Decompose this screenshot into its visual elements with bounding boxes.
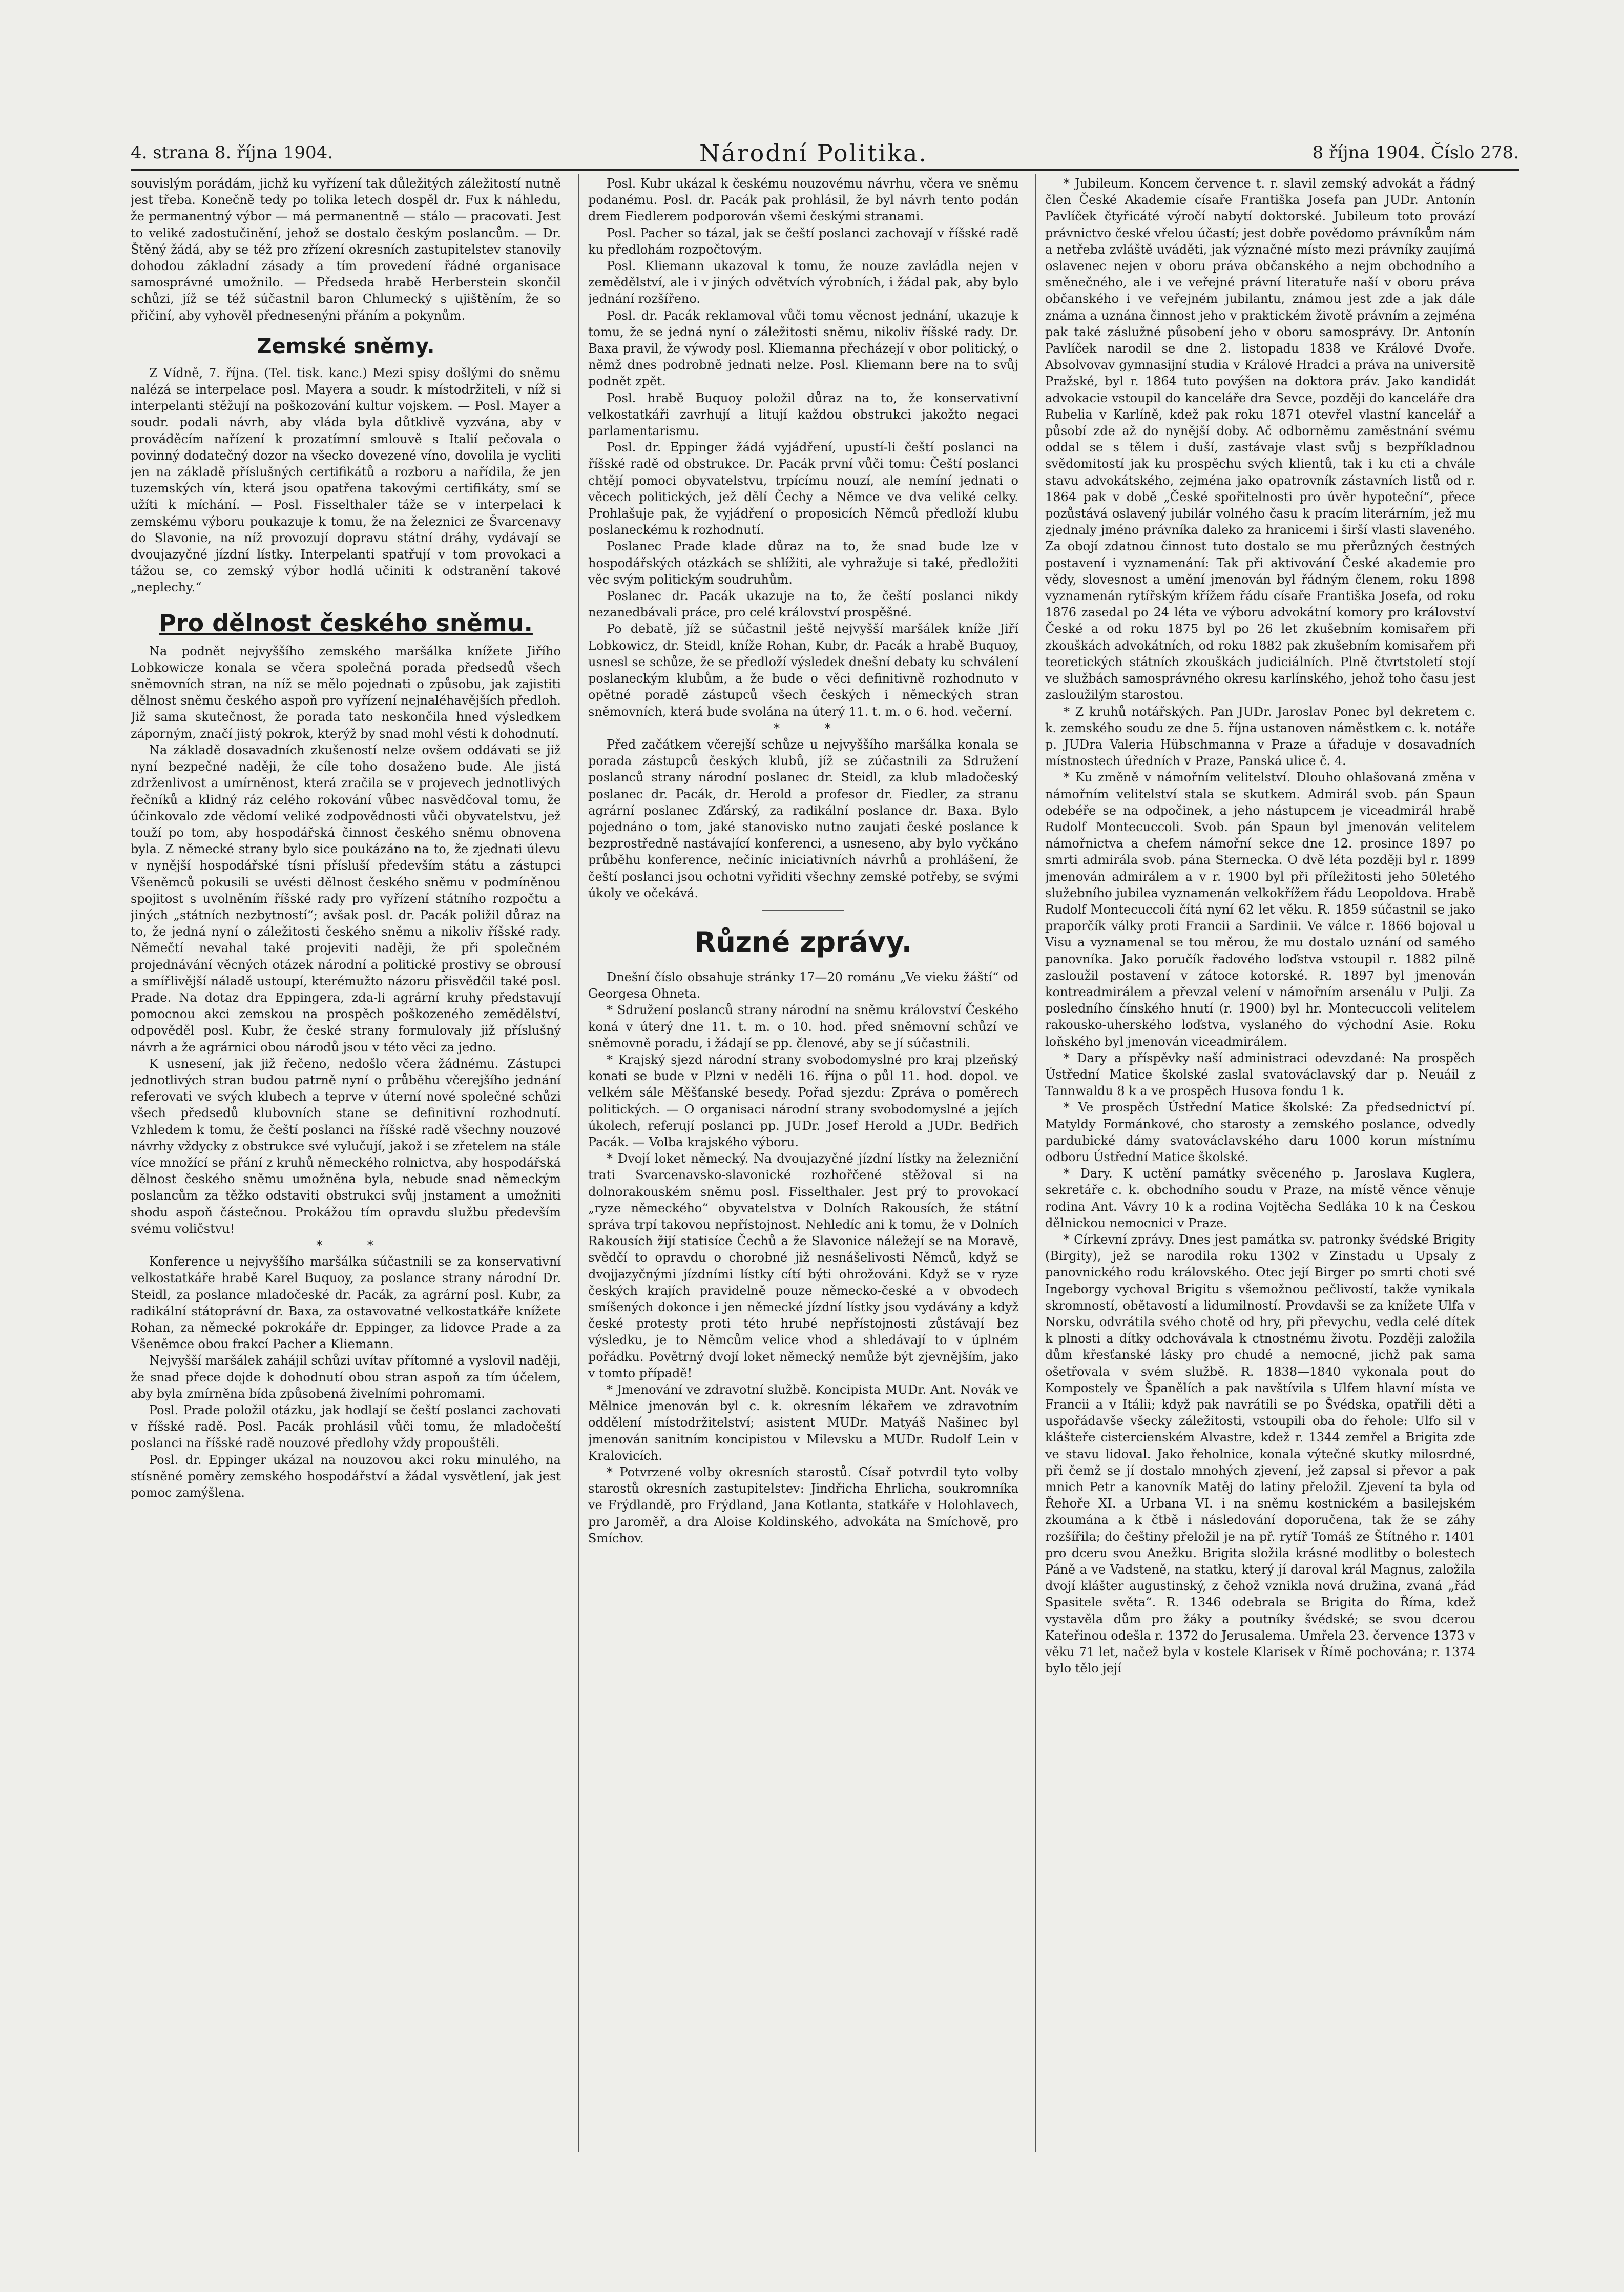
column-3 (1045, 175, 1475, 2153)
paragraph: * Dvojí loket německý. Na dvoujazyčné jízdní lístky na železniční trati Svarcenavsko-slavonické rozhořčené stěžoval si na dolnorakouském sněmu posl. Fisselthaler. Jest prý to provokací „ryze německého“ obyvatelstva v Dolních Rakousích, že státní správa trpí takovou nepřístojnost. Nehledíc ani k tomu, že v Dolních Rakousích žijí statisíce Čechů a že Slavonice náležejí se na Moravě, svědčí to opravdu o chorobné již nesnášelivosti Němců, když se dvojjazyčnými jízdními lístky cítí býti ohrožováni. Když se v ryze českých krajích pravidelně pouze německo-české a v obvodech smíšených dokonce i jen německé jízdní lístky jsou vydávány a když české protesty proti této hrubé nepřístojnosti zůstávají bez výsledku, je to Němcům velice vhod a shledávají to v úplném pořádku. Povětrný dvojí loket německý nemůže být zjevnějším, jako v tomto případě! (588, 1151, 1018, 1380)
paragraph: Z Vídně, 7. října. (Tel. tisk. kanc.) Mezi spisy došlými do sněmu nalézá se interpelace posl. Mayera a soudr. k místodržiteli, v níž si interpelanti stěžují na poškozování kultur vojskem. — Posl. Mayer a soudr. podali návrh, aby vláda byla důtklivě vyzvána, aby v prováděcím nařízení k prozatímní smlouvě s Italií pečovala o povinný dodatečný dozor na všecko dovezené víno, dovolila je vycliti jen na základě příslušných certifikátů a rozboru a nařídila, že jen tuzemských vín, která jsou opatřena takovými certifikáty, smí se užíti k míchání. — Posl. Fisselthaler táže se v interpelaci k zemskému výboru poukazuje k tomu, že na železnici ze Švarcenavy do Slavonie, na níž provozují dopravu státní dráhy, vydávají se dvoujazyčné jízdní lístky. Interpelanti spatřují v tom provokaci a tážou se, co zemský výbor hodlá učiniti k odstranění takové „neplechy.“ (131, 365, 561, 595)
header-rule (131, 169, 1519, 171)
separator-stars: * * (774, 720, 851, 735)
header-right: 8 října 1904. Číslo 278. (1312, 142, 1519, 163)
paragraph: * Jubileum. Koncem července t. r. slavil zemský advokát a řádný člen České Akademie císaře Františka Josefa pan JUDr. Antonín Pavlíček čtyřicáté výročí nabytí doktorské. Jubileum toto provází právnictvo české vřelou účastí; jest dobře povědomo právníkům nám a netřeba zvláště uváděti, jak význačné místo mezi právníky zaujímá oslavenec nejen v oboru práva občanského a nejm obchodního a směnečného, ale i ve veřejné právní literatuře naší v oboru práva občanského i ve veřejném jubilantu, známou jest zde a jak dále známa a uznána činnost jeho v praktickém životě právním a zejména pak také záslužné působení jeho v oboru samosprávy. Dr. Antonín Pavlíček narodil se dne 2. listopadu 1838 ve Králové Dvoře. Absolvovav gymnasijní studia v Králové Hradci a práva na universitě Pražské, byl r. 1864 tuto povýšen na doktora práv. Jako kandidát advokacie vstoupil do kanceláře dra Sevce, později do kanceláře dra Rubelia v Karlíně, kdež pak roku 1871 otevřel vlastní kancelář a působí zde až do nynější doby. Ač odborněmu zaměstnání svému oddal se s tělem i duší, zastávaje vlast svůj s bezpříkladnou svědomitostí jak ku prospěchu svých klientů, tak i ku cti a chvále stavu advokátského, zejména jako opatrovník zástavních listů od r. 1864 pak v době „České spořitelnosti pro úvěr hypoteční“, přece pozůstává oslavený jubilár volného času k pracím literárním, jež mu zjednaly jméno právníka daleko za hranicemi i širší vlasti slaveného. Za obojí zdatnou činnost tuto dostalo se mu přerůzných čestných postavení i vyznamenání: Tak při aktivování České akademie pro vědy, slovesnost a umění jmenován byl řádným členem, roku 1898 vyznamenán rytířským křížem řádu císaře Františka Josefa, od roku 1876 zasedal po 24 léta ve výboru advokátní komory pro království České a od roku 1875 byl po 26 let zkušebním komisařem při zkouškách advokátních, od roku 1882 pak zkušebním komisařem při teoretických státních zkouškách judiciálních. Plně čtvrtstoletí stojí ve službách samosprávného okresu karlínského, jehož toho času jest zasloužilým starostou. (1045, 176, 1475, 703)
paragraph: Posl. Pacher so tázal, jak se čeští poslanci zachovají v říšské radě ku předlohám rozpočtovým. (588, 225, 1018, 257)
paragraph: Na podnět nejvyššího zemského maršálka knížete Jiřího Lobkowicze konala se včera společná porada předsedů všech sněmovních stran, na níž se mělo pojednati o způsobu, jak zajistiti dělnost sněmu českého aspoň pro vyřízení nejnaléhavějších předloh. Již sama skutečnost, že porada tato neskončila hned výsledkem záporným, značí jistý pokrok, kterýž by snad mohl vésti k dohodnutí. (131, 644, 561, 741)
paragraph: K usnesení, jak již řečeno, nedošlo včera žádnému. Zástupci jednotlivých stran budou patrně nyní o průběhu včerejšího jednání referovati ve svých klubech a teprve v úterní nové společné schůzi všech předsedů klubovních stane se definitivní rozhodnutí. Vzhledem k tomu, že čeští poslanci na říšské radě všechny nouzové návrhy vždycky z obstrukce své vylučují, jakož i se zřetelem na stále více množící se přání z kruhů německého rolnictva, aby hospodářská dělnost českého sněmu umožněna byla, nebude snad německým poslancům za těžko odstaviti obstrukci svůj jnstament a umožniti shodu aspoň částečnou. Prokážou tím opravdu službu především svému voličstvu! (131, 1056, 561, 1236)
paragraph: Posl. Kubr ukázal k českému nouzovému návrhu, včera ve sněmu podanému. Posl. dr. Pacák pak prohlásil, že byl návrh tento podán drem Fiedlerem podporován všemi českými stranami. (588, 176, 1018, 224)
paragraph: souvislým porádám, jichž ku vyřízení tak důležitých záležitostí nutně jest třeba. Konečně tedy po tolika letech dospěl dr. Fux k náhledu, že permanentný výbor — má permanentně — stálo — pracovati. Jest to veliké zadostučinění, jehož se dostalo českým poslancům. — Dr. Štěný žádá, aby se též pro zřízení okresních zastupitelstev stanovily dohodou základní zásady a tím provedení řádné organisace samosprávné umožnilo. — Předseda hrabě Herberstein skončil schůzi, jíž se též súčastnil baron Chlumecký s ujištěním, že so přičiní, aby vyhověl přednesenýni přáním a pokynům. (131, 176, 561, 323)
page-header (131, 139, 1519, 170)
paragraph: * Dary. K uctění památky svěceného p. Jaroslava Kuglera, sekretáře c. k. obchodního soudu v Praze, na místě věnce věnuje rodina Ant. Vávry 10 k a rodina Vojtěcha Sedláka 10 k na Českou dělnickou nemocnici v Praze. (1045, 1166, 1475, 1230)
paragraph: * Ku změně v námořním velitelství. Dlouho ohlašovaná změna v námořním velitelství stala se skutkem. Admirál svob. pán Spaun odebéře se na odpočinek, a jeho nástupcem je viceadmirál hrabě Rudolf Montecuccoli. Svob. pán Spaun byl jmenován velitelem námořnictva a chefem námořní sekce dne 12. prosince 1897 po smrti admirála svob. pána Sterneckа. O dvě léta později byl r. 1899 jmenován admirálem a v r. 1900 byl při příležitosti jeho 50letého služebního jubilea vyznamenán velkokřížem řádu Leopoldova. Hrabě Rudolf Montecuccoli čítá nyní 62 let věku. R. 1859 súčastnil se jako praporčík války proti Francii a Sardinii. Ve válce r. 1866 bojoval u Visu a vyznamenal se tou měrou, že mu dostalo uznání od samého panovníka. Jako poručík řadového loďstva vstoupil r. 1882 pilně zasloužil postavení v zátoce kotorské. R. 1897 byl jmenován kontreadmirálem a převzal velení v námořním arsenálu v Pulji. Za posledního čínského hnutí (r. 1900) byl hr. Montecuccoli velitelem rakousko-uherského loďstva, vyslaného do východní Asie. Roku loňského byl jmenován viceadmirálem. (1045, 770, 1475, 1049)
paragraph: Konference u nejvyššího maršálka súčastnili se za konservativní velkostatkáře hrabě Karel Buquoy, za poslance strany národní Dr. Steidl, za poslance mladočeské dr. Pacák, za agrární posl. Kubr, za radikální státoprávní dr. Baxa, za ostavovatné velkostatkáře knížete Rohan, za německé pokrokáře dr. Eppinger, za lidovce Prade a za Všeněmce obou frakcí Pacher a Kliemann. (131, 1254, 561, 1352)
section-heading: Různé zprávy. (694, 925, 912, 958)
paragraph: Posl. dr. Pacák reklamoval vůči tomu věcnost jednání, ukazuje k tomu, že se jedná nyní o záležitosti sněmu, nikoliv říšské rady. Dr. Baxa pravil, že výwody posl. Kliemanna přecházejí v obor politický, o němž dnes podrobně jednati nelze. Posl. Kliemann bere na to svůj podnět zpět. (588, 308, 1018, 389)
paragraph: * Potvrzené volby okresních starostů. Císař potvrdil tyto volby starostů okresních zastupitelstev: Jindřicha Ehrlicha, soukromníka ve Frýdlandě, pro Frýdland, Jana Kotlanta, statkáře v Holohlavech, pro Jaroměř, a dra Aloise Koldinského, advokáta na Smíchově, pro Smíchov. (588, 1465, 1018, 1545)
section-heading: Zemské sněmy. (257, 334, 435, 358)
paragraph: * Z kruhů notářských. Pan JUDr. Jaroslav Ponec byl dekretem c. k. zemského soudu ze dne 5. října ustanoven náměstkem c. k. notáře p. JUDra Valeria Hübschmanna v Praze a úřaduje v dosavadních místnostech úředních v Praze, Panská ulice č. 4. (1045, 704, 1475, 769)
paragraph: Nejvyšší maršálek zahájil schůzi uvítav přítomné a vyslovil naději, že snad přece dojde k dohodnutí obou stran aspoň za tím účelem, aby byla zmírněna bída způsobená živelními pohromami. (131, 1353, 561, 1401)
header-left: 4. strana 8. října 1904. (131, 142, 334, 163)
paragraph: * Sdružení poslanců strany národní na sněmu království Českého koná v úterý dne 11. t. m. o 10. hod. před sněmovní schůzí ve sněmovně poradu, i žádají se pp. členové, aby se jí súčastnili. (588, 1003, 1018, 1050)
paragraph: Před začátkem včerejší schůze u nejvyššího maršálka konala se porada zástupců českých klubů, jíž se zúčastnili za Sdružení poslanců strany národní poslanec dr. Steidl, za klub mladočeský poslanec dr. Pacák, dr. Herold a profesor dr. Fiedler, za stranu agrární poslanec Zďárský, za radikální poslance dr. Baxa. Bylo pojednáno o tom, jaké stanovisko nutno zaujati české poslance k bezprostředně nastávající konferenci, a usneseno, aby bylo vyčkáno průběhu konference, nečiníc iniciativních návrhů a prohlášení, že čeští poslanci jsou ochotni vyřiditi všechny zemské potřeby, se svými úkoly ve očekává. (588, 737, 1018, 900)
separator-stars: * * (316, 1237, 394, 1252)
paragraph: Posl. dr. Eppinger žádá vyjádření, upustí-li čeští poslanci na říšské radě od obstrukce. Dr. Pacák první vůči tomu: Čeští poslanci chtějí pomoci obyvatelstvu, trpícímu nouzí, ale nemíní jednati o věcech politických, jež dělí Čechy a Němce ve dva veliké celky. Prohlašuje pak, že vyjádření o proposicích Němců předloží klubu poslaneckému k rozhodnutí. (588, 440, 1018, 538)
paragraph: Po debatě, jíž se súčastnil ještě nejvyšší maršálek kníže Jiří Lobkowicz, dr. Steidl, kníže Rohan, Kubr, dr. Pacák a hrabě Buquoy, usnesl se schůze, že se předloží výsledek dnešní debaty ku schválení poslaneckým klubům, a že bude o věci definitivně rozhodnuto v opětné poradě zástupců všech českých i německých stran sněmovních, která bude svolána na úterý 11. t. m. o 6. hod. večerní. (588, 622, 1018, 719)
column-divider (578, 174, 579, 2152)
paragraph: * Krajský sjezd národní strany svobodomyslné pro kraj plzeňský konati se bude v Plzni v neděli 16. října o půl 11. hod. dopol. ve velkém sále Měšťanské besedy. Pořad sjezdu: Zpráva o poměrech politických. — O organisaci národní strany svobodomyslné a jejích úkolech, referují poslanci pp. JUDr. Josef Herold a JUDr. Bedřich Pacák. — Volba krajského výboru. (588, 1052, 1018, 1149)
paragraph: * Jmenování ve zdravotní službě. Koncipista MUDr. Ant. Novák ve Mělnice jmenován byl c. k. okresním lékařem ve zdravotním oddělení místodržitelství; asistent MUDr. Matyáš Našinec byl jmenován sanitním koncipistou v Milevsku a MUDr. Rudolf Lein v Kralovicích. (588, 1382, 1018, 1463)
paragraph: Dnešní číslo obsahuje stránky 17—20 románu „Ve vieku žáští“ od Georgesa Ohneta. (588, 969, 1018, 1001)
paragraph: Posl. Prade položil otázku, jak hodlají se čeští poslanci zachovati v říšské radě. Posl. Pacák prohlásil vůči tomu, že mladočeští poslanci na říšské radě nouzové předlohy vždy propouštěli. (131, 1403, 561, 1451)
paragraph: * Církevní zprávy. Dnes jest památka sv. patronky švédské Brigity (Birgity), jež se narodila roku 1302 v Zinstadu u Upsaly z panovnického rodu královského. Otec její Birger po smrti choti své Ingeborgy vychoval Brigitu s všemožnou pečlivostí, takže vynikala skromností, obětavostí a lidumilností. Provdavši se za knížete Ulfa v Norsku, odvrátila svého chotě od hry, při převychu, vedla celé dítek k plnosti a dítky odchovávala k ctnostnému životu. Později založila dům křesťanské lásky pro chudé a nemocné, jichž pak sama ošetřovala v svém službě. R. 1838—1840 vykonala pout do Kompostely ve Španělích a pak navštívila s Ulfem hlavní místa ve Francii a v Itálii; když pak navrátili se po Švédska, opatřili děti a uspořádavše všecky záležitosti, vstoupili oba do řehole: Ulfo sil v klášteře cistercienském Alvastre, kdež r. 1344 zemřel a Brigita zde ve stavu lidoval. Jako řeholnice, konala výtečné skutky milosrdné, při čemž se jí dostalo mnohých zjevení, jež zapsal si převor a pak mnich Petr a kanovník Matěj do latiny přeložil. Zjevení ta byla od Řehoře XI. a Urbana VI. i na sněmu kostnickém a basilejském zkoumána a k čtbě i následování doporučena, tak že se záhy rozšířila; do češtiny přeložil je na př. rytíř Tomáš ze Štítného r. 1401 pro dceru svou Anežku. Brigita složila krásné modlitby o bolestech Páně a ve Vadsteně, na statku, který jí daroval král Magnus, založila dvojí klášter augustinský, z čehož vznikla nová družina, zvaná „řád Spasitele světa“. R. 1346 odebrala se Brigita do Říma, kdež vystavěla dům pro žáky a poutníky švédské; se svou dcerou Kateřinou odešla r. 1372 do Jerusalema. Umřela 23. července 1373 v věku 71 let, načež byla v kostele Klarisek v Římě pochována; r. 1374 bylo tělo její (1045, 1232, 1475, 1676)
section-heading: Pro dělnost českého sněmu. (159, 609, 533, 637)
column-1 (131, 175, 561, 2153)
paragraph: Posl. Kliemann ukazoval k tomu, že nouze zavládla nejen v zemědělství, ale i v jiných odvětvích výrobních, i žádal pak, aby bylo jednání rozšířeno. (588, 259, 1018, 306)
section-divider (762, 910, 844, 911)
paragraph: * Ve prospěch Ústřední Matice školské: Za předsednictví pí. Matyldy Formánkové, cho starosty a zemského poslance, odvedly pardubické dámy svatováclavského daru 1000 korun místnímu odboru Ústřední Matice školské. (1045, 1100, 1475, 1164)
masthead-title: Národní Politika. (699, 139, 928, 167)
paragraph: * Dary a příspěvky naší administraci odevzdané: Na prospěch Ústřední Matice školské zaslal svatováclavský dar p. Neuáil z Tannwaldu 8 k a ve prospěch Husova fondu 1 k. (1045, 1050, 1475, 1099)
paragraph: Posl. dr. Eppinger ukázal na nouzovou akci roku minulého, na stísněné poměry zemského hospodářství a žádal vysvětlení, jak jest pomoc zamýšlena. (131, 1452, 561, 1500)
paragraph: Poslanec Prade klade důraz na to, že snad bude lze v hospodářských otázkách se shlížiti, ale vyhražuje si také, předložiti věc svým politickým soudruhům. (588, 539, 1018, 587)
paragraph: Poslanec dr. Pacák ukazuje na to, že čeští poslanci nikdy nezanedbávali práce, pro celé království prospěšné. (588, 589, 1018, 620)
paragraph: Posl. hrabě Buquoy položil důraz na to, že konservativní velkostatkáři zavrhují a litují každou obstrukci jakožto negaci parlamentarismu. (588, 390, 1018, 439)
paragraph: Na základě dosavadních zkušeností nelze ovšem oddávati se již nyní bezpečné naději, že cíle toho dosaženo bude. Ale jistá zdrženlivost a umírněnost, která zračila se v projevech jednotlivých řečníků a klidný ráz celého rokování vůbec nasvědčoval tomu, že účinkovalo zde vědomí veliké zodpovědnosti vůči obyvatelstvu, jež touží po tom, aby hospodářská činnost českého sněmu obnovena byla. Z německé strany bylo sice poukázáno na to, že zjednati úlevu v nynější hospodářské tísni přísluší především státu a zástupci Všeněmců pokusili se uvésti dělnost českého sněmu v podmíněnou spojitost s uvolněním říšské rady pro vyřízení státního rozpočtu a jiných „státních nezbytností“; avšak posl. dr. Pacák poližil důraz na to, že jedná nyní o záležitosti českého sněmu a nikoliv říšské rady. Němečtí nevahal také projeviti naději, že při společném projednávání věcných otázek národní a politické prostivy se obrousí a smířlivější náladě ustoupí, kterémužto názoru přisvědčil také posl. Prade. Na dotaz dra Eppingera, zda-li agrární kruhy představují pomocnou akci zemskou na prospěch poškozeného zemědělství, odpověděl posl. Kubr, že české strany formulovaly již příslušný návrh a že agrárnici obou národů jsou v této věci za jedno. (131, 742, 561, 1055)
column-2 (588, 175, 1018, 2153)
column-divider (1035, 174, 1036, 2152)
